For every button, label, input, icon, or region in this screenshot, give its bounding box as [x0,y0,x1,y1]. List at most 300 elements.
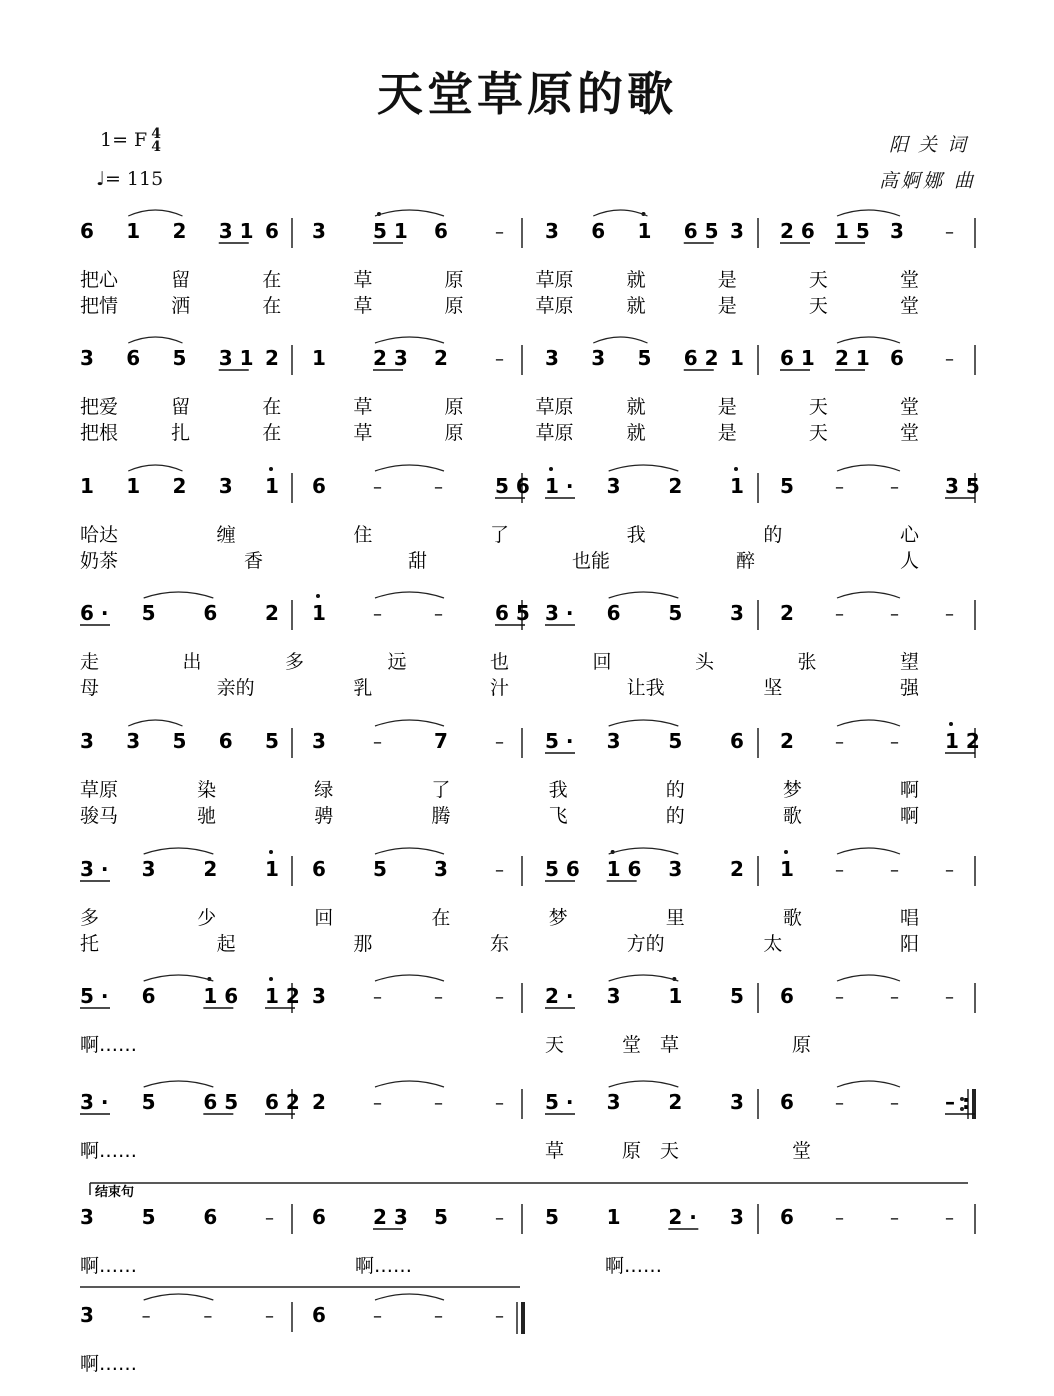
lyric-syllable: 留 [171,396,191,418]
note: 6 [434,219,448,243]
note: 3 [126,729,141,753]
note: 3 [730,219,744,243]
lyric-syllable: 腾 [431,805,451,827]
lyric-syllable: 啊…… [355,1255,413,1277]
lyric-syllable: 天 [545,1034,565,1056]
slur [837,465,900,471]
note: 5 [545,1205,559,1229]
lyric-syllable: 回 [592,651,612,673]
note: 5 · [80,984,109,1008]
slur [609,720,679,726]
slur [375,1081,444,1087]
sustain-dash: – [495,1306,504,1327]
sustain-dash: – [141,1306,151,1327]
slur [375,592,444,598]
lyric-syllable: 草 [660,1034,680,1056]
sustain-dash: – [835,477,844,498]
lyric-syllable: 强 [900,677,920,699]
note: 1 5 [835,219,870,243]
lyric-syllable: 也 [490,651,510,673]
note: 3 [606,474,621,498]
lyric-syllable: 的 [665,779,685,801]
tempo-value: = 115 [104,168,164,190]
lyric-syllable: 草原 [535,396,574,418]
slur [593,337,647,343]
slur [144,592,214,598]
lyric-syllable: 是 [717,295,737,317]
note: 3 [80,729,94,753]
note: 6 [890,346,904,370]
lyric-syllable: 驰 [197,805,217,827]
note: 1 2 [945,729,980,753]
sustain-dash: – [945,1208,954,1229]
lyric-syllable: 甜 [408,550,428,572]
note: 3 [606,984,621,1008]
upper-octave-dot [269,850,273,854]
lyric-syllable: 是 [717,269,737,291]
lyric-syllable: 堂 [792,1140,812,1162]
sustain-dash: – [495,349,504,370]
upper-octave-dot [949,722,953,726]
sustain-dash: – [945,222,954,243]
sustain-dash: – [890,860,899,881]
lyric-syllable: 在 [262,295,282,317]
lyric-syllable: 就 [626,422,646,444]
sustain-dash: – [203,1306,213,1327]
note: 2 · [545,984,574,1008]
slur [144,848,214,854]
lyric-syllable: 天 [808,422,828,444]
slur [609,1081,679,1087]
note: 2 · [668,1205,697,1229]
note: 5 6 [545,857,580,881]
note: 2 3 [373,1205,408,1229]
lyric-syllable: 天 [660,1140,680,1162]
note: 3 · [80,857,109,881]
lyric-syllable: 少 [197,907,217,929]
lyric-syllable: 啊…… [80,1034,138,1056]
note: 1 [265,857,279,881]
slur [128,465,182,471]
lyricist-credit: 阳关词 [888,134,976,156]
sustain-dash: – [495,860,504,881]
note: 3 [141,857,156,881]
key-label: 1= F [100,129,148,151]
sustain-dash: – [373,732,382,753]
lyric-syllable: 哈达 [80,524,119,546]
slur [375,848,444,854]
song-title: 天堂草原的歌 [377,67,677,121]
lyric-syllable: 也能 [572,550,611,572]
lyric-syllable: 走 [80,651,100,673]
sustain-dash: – [434,987,443,1008]
note: 5 [141,1090,156,1114]
sustain-dash: – [835,1093,844,1114]
lyric-syllable: 亲的 [216,677,255,699]
note: 6 [312,1205,326,1229]
note: 1 2 [265,984,300,1008]
sustain-dash: – [890,732,899,753]
lyric-syllable: 扎 [171,422,191,444]
sustain-dash: – [265,1306,274,1327]
note: 3 [312,219,326,243]
note: 3 [730,1205,744,1229]
lyric-syllable: 那 [353,933,373,955]
lyric-syllable: 缠 [216,524,236,546]
lyric-syllable: 在 [262,269,282,291]
slur [128,210,182,216]
sustain-dash: – [890,1208,899,1229]
lyric-syllable: 是 [717,422,737,444]
note: 2 [780,729,794,753]
sustain-dash: – [835,1208,844,1229]
lyric-syllable: 堂 [900,422,920,444]
lyric-syllable: 母 [80,677,100,699]
time-denominator: 4 [151,139,161,155]
note: 3 [80,346,94,370]
note: 6 [780,1090,794,1114]
lyric-syllable: 染 [197,779,217,801]
note: 1 6 [203,984,239,1008]
upper-octave-dot [269,977,273,981]
lyric-syllable: 堂 [900,295,920,317]
time-numerator: 4 [151,126,161,142]
lyric-syllable: 草 [353,269,373,291]
note: 5 1 [373,219,408,243]
sustain-dash: – [373,1306,382,1327]
lyric-syllable: 远 [387,651,407,673]
note: 5 6 [495,474,530,498]
slur [609,848,679,854]
sustain-dash: – [373,477,382,498]
slur [837,975,900,981]
note: 5 [172,729,187,753]
lyric-syllable: 堂 [900,396,920,418]
upper-octave-dot [316,594,320,598]
lyric-syllable: 原 [444,269,464,291]
note: 6 [730,729,744,753]
sustain-dash: – [835,732,844,753]
lyric-syllable: 唱 [900,907,920,929]
note: 3 5 [945,474,980,498]
lyric-syllable: 方的 [626,933,665,955]
lyric-syllable: 就 [626,396,646,418]
note: 2 1 [835,346,870,370]
lyric-syllable: 多 [80,907,100,929]
sustain-dash: – [495,1208,504,1229]
lyric-syllable: 了 [431,779,451,801]
lyric-syllable: 在 [262,396,282,418]
note: 2 [172,219,187,243]
note: 5 [668,729,683,753]
lyric-syllable: 奶茶 [80,550,119,572]
note: 6 5 [495,601,530,625]
note: 6 [203,1205,218,1229]
note: 1 [606,1205,621,1229]
slur [837,848,900,854]
note: 1 [637,219,652,243]
lyric-syllable: 把情 [80,295,119,317]
note: 1 [265,474,279,498]
note: 6 [218,729,233,753]
note: 5 [141,1205,156,1229]
sustain-dash: – [373,604,382,625]
sustain-dash: – [495,987,504,1008]
note: 2 [780,601,794,625]
lyric-syllable: 把根 [80,422,119,444]
lyric-syllable: 草 [353,396,373,418]
slur [837,210,900,216]
lyric-syllable: 坚 [763,677,783,699]
sustain-dash: – [434,477,443,498]
note: 5 [373,857,387,881]
slur [609,592,679,598]
lyric-syllable: 太 [763,933,783,955]
note: 6 [312,1303,326,1327]
note: 2 [730,857,744,881]
lyric-syllable: 我 [626,524,646,546]
sustain-dash: – [890,987,899,1008]
slur [144,975,214,981]
note: 3 [606,729,621,753]
note: 1 [126,474,141,498]
note: 3 [218,474,233,498]
note: 3 [80,1205,94,1229]
upper-octave-dot [549,467,553,471]
note: 2 3 [373,346,408,370]
note: 3 [591,346,606,370]
lyric-syllable: 啊…… [80,1140,138,1162]
note: 3 [606,1090,621,1114]
note: 3 [730,1090,744,1114]
lyric-syllable: 啊 [900,779,920,801]
lyric-syllable: 绿 [314,779,334,801]
lyric-syllable: 原 [444,396,464,418]
lyric-syllable: 汁 [490,677,510,699]
lyric-syllable: 多 [285,651,305,673]
note: 3 · [545,601,574,625]
lyric-syllable: 香 [244,550,264,572]
note: 3 [312,729,326,753]
lyric-syllable: 草原 [535,422,574,444]
slur [144,1294,214,1300]
lyric-syllable: 骋 [314,805,334,827]
lyric-syllable: 歌 [782,907,802,929]
lyric-syllable: 在 [431,907,451,929]
note: 3 [668,857,683,881]
note: 6 [780,1205,794,1229]
note: 2 [265,346,279,370]
lyric-syllable: 堂 [900,269,920,291]
slur [375,1294,444,1300]
lyric-syllable: 骏马 [80,805,119,827]
note: 3 [730,601,744,625]
note: 5 [668,601,683,625]
note: 1 [126,219,141,243]
sustain-dash: – [945,604,954,625]
note: 7 [434,729,448,753]
note: 5 [434,1205,448,1229]
lyric-syllable: 草原 [80,779,119,801]
lyric-syllable: 人 [900,550,920,572]
lyric-syllable: 啊…… [80,1255,138,1277]
lyric-syllable: 梦 [548,907,568,929]
slur [837,337,900,343]
note: 2 [172,474,187,498]
lyric-syllable: 里 [665,907,685,929]
note: 3 [434,857,448,881]
slur [144,1081,214,1087]
lyric-syllable: 梦 [782,779,802,801]
lyric-syllable: 出 [182,651,202,673]
note: 1 [730,346,744,370]
note: 3 [545,346,559,370]
slur [375,337,444,343]
lyric-syllable: 飞 [548,805,568,827]
lyric-syllable: 让我 [626,677,665,699]
note: 5 [172,346,187,370]
note: 2 [434,346,448,370]
lyric-syllable: 把爱 [80,396,119,418]
lyric-syllable: 住 [353,524,373,546]
note: 5 [730,984,744,1008]
note: 5 · [545,729,574,753]
note: 5 [265,729,279,753]
slur [128,720,182,726]
note: 3 [312,984,326,1008]
lyric-syllable: 就 [626,269,646,291]
lyric-syllable: 了 [490,524,510,546]
lyric-syllable: 天 [808,295,828,317]
lyric-syllable: 歌 [782,805,802,827]
sustain-dash: – [945,349,954,370]
note: 5 · [545,1090,574,1114]
slur [375,210,444,216]
lyric-syllable: 啊…… [80,1353,138,1375]
lyric-syllable: 草原 [535,269,574,291]
note: 6 [591,219,606,243]
note: 1 [780,857,794,881]
note: 1 [312,601,326,625]
sustain-dash: – [265,1208,274,1229]
sustain-dash: – [945,860,954,881]
note: 3 [545,219,559,243]
note: 5 [141,601,156,625]
note: 1 · [545,474,574,498]
slur [609,465,679,471]
note: 6 1 [780,346,815,370]
sustain-dash: – [373,987,382,1008]
lyric-syllable: 乳 [353,677,373,699]
sustain-dash: – [835,604,844,625]
slur [837,1081,900,1087]
sustain-dash: – [434,604,443,625]
lyric-syllable: 天 [808,396,828,418]
note: 3 [890,219,904,243]
sustain-dash: – [945,987,954,1008]
slur [593,210,647,216]
slur [837,592,900,598]
lyric-syllable: 草 [353,295,373,317]
slur [375,465,444,471]
note: 2 6 [780,219,815,243]
lyric-syllable: 托 [80,933,100,955]
lyric-syllable: 的 [665,805,685,827]
coda-label: 结束句 [95,1185,135,1200]
lyric-syllable: 的 [763,524,783,546]
lyric-syllable: 心 [900,524,920,546]
upper-octave-dot [734,467,738,471]
lyric-syllable: 啊…… [605,1255,663,1277]
note: 6 2 [683,346,719,370]
upper-octave-dot [269,467,273,471]
note: 6 [203,601,218,625]
lyric-syllable: 在 [262,422,282,444]
note: 6 · [80,601,109,625]
sustain-dash: – [434,1306,443,1327]
note: 6 2 [265,1090,300,1114]
note: 3 · [80,1090,109,1114]
lyric-syllable: 洒 [171,295,191,317]
lyric-syllable: 望 [900,651,920,673]
lyric-syllable: 阳 [900,933,920,955]
quarter-note-icon: ♩ [96,168,105,190]
note: 1 [312,346,326,370]
note: 5 [637,346,652,370]
note: 2 [668,1090,683,1114]
note: 1 [730,474,744,498]
note: 2 [203,857,218,881]
lyric-syllable: 草 [545,1140,565,1162]
sustain-dash: – [890,1093,899,1114]
slur [837,720,900,726]
sustain-dash: – [495,222,504,243]
lyric-syllable: 头 [695,651,715,673]
note: 6 [606,601,621,625]
note: 2 [312,1090,326,1114]
lyric-syllable: 草 [353,422,373,444]
lyric-syllable: 东 [490,933,510,955]
note: 3 1 [218,346,254,370]
lyric-syllable: 堂 [622,1034,642,1056]
lyric-syllable: 回 [314,907,334,929]
note: 3 [80,1303,94,1327]
sustain-dash: – [890,604,899,625]
note: 6 [312,857,326,881]
sustain-dash: – [373,1093,382,1114]
note: – : [945,1090,970,1114]
sustain-dash: – [495,1093,504,1114]
lyric-syllable: 把心 [80,269,119,291]
sustain-dash: – [495,732,504,753]
note: 1 [80,474,94,498]
note: 6 5 [683,219,719,243]
sustain-dash: – [835,860,844,881]
slur [375,975,444,981]
note: 6 [141,984,156,1008]
lyric-syllable: 就 [626,295,646,317]
lyric-syllable: 原 [622,1140,642,1162]
sustain-dash: – [890,477,899,498]
note: 6 [312,474,326,498]
slur [375,720,444,726]
lyric-syllable: 啊 [900,805,920,827]
note: 1 6 [606,857,642,881]
lyric-syllable: 草原 [535,295,574,317]
note: 2 [265,601,279,625]
lyric-syllable: 起 [216,933,236,955]
note: 2 [668,474,683,498]
